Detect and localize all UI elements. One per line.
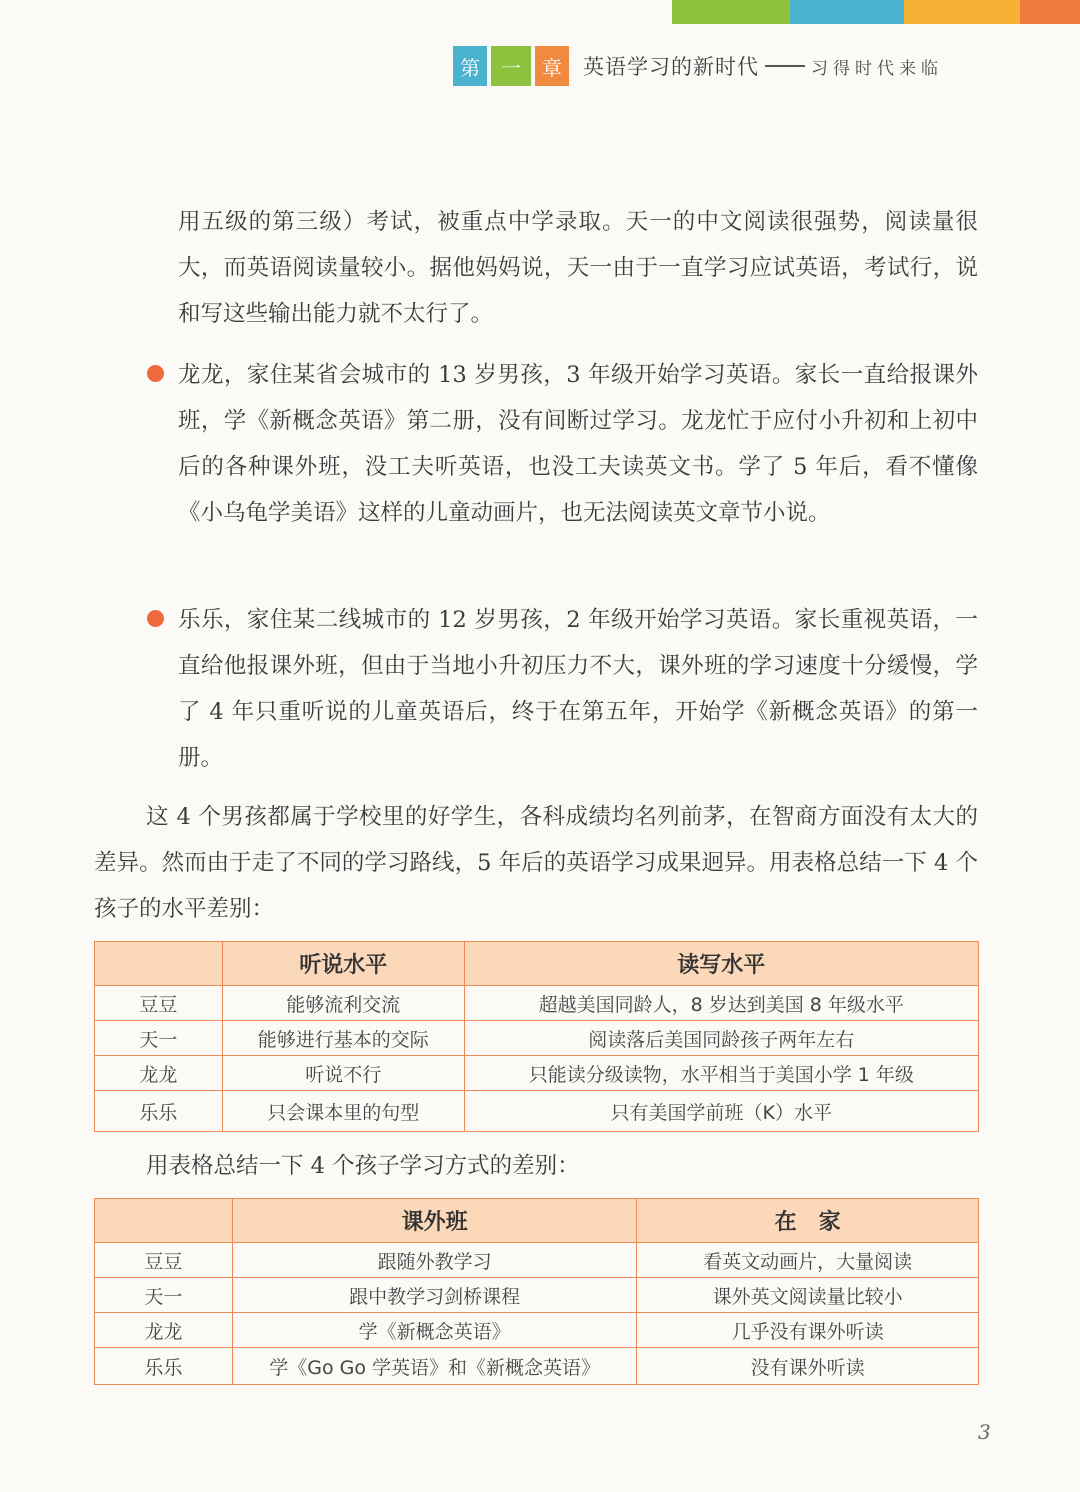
table-cell: 超越美国同龄人，8 岁达到美国 8 年级水平 <box>464 986 978 1021</box>
table-row <box>95 1278 979 1313</box>
table-header-cell: 课外班 <box>232 1199 637 1243</box>
table-header-cell: 在 家 <box>637 1199 979 1243</box>
table-cell: 龙龙 <box>95 1056 223 1091</box>
table-cell: 阅读落后美国同龄孩子两年左右 <box>464 1021 978 1056</box>
table-header-cell: 读写水平 <box>464 942 978 986</box>
table-row <box>95 1243 979 1278</box>
paragraph-table2-intro: 用表格总结一下 4 个孩子学习方式的差别： <box>146 1153 580 1179</box>
table-row <box>95 1021 979 1056</box>
table-cell: 豆豆 <box>95 986 223 1021</box>
table-header-cell <box>95 1199 233 1243</box>
table-cell: 学《Go Go 学英语》和《新概念英语》 <box>232 1348 637 1385</box>
chapter-header <box>453 44 943 88</box>
bullet-lele <box>147 610 164 627</box>
bullet-longlong <box>147 365 164 382</box>
table-header-cell: 听说水平 <box>222 942 464 986</box>
table-cell: 看英文动画片，大量阅读 <box>637 1243 979 1278</box>
table-row <box>95 1056 979 1091</box>
table-cell: 能够流利交流 <box>222 986 464 1021</box>
table-header-row <box>95 1199 979 1243</box>
table-cell: 几乎没有课外听读 <box>637 1313 979 1348</box>
table-cell: 豆豆 <box>95 1243 233 1278</box>
table-cell: 听说不行 <box>222 1056 464 1091</box>
paragraph-lele: 乐乐，家住某二线城市的 12 岁男孩，2 年级开始学习英语。家长重视英语，一直给他报课外班，但由于当地小升初压力不大，课外班的学习速度十分缓慢，学了 4 年只重听说的儿童英语后，终于在第五年，开始学《新概念英语》的第一册。 <box>178 607 978 771</box>
table-cell: 乐乐 <box>95 1091 223 1132</box>
paragraph-summary: 这 4 个男孩都属于学校里的好学生，各科成绩均名列前茅，在智商方面没有太大的差异。然而由于走了不同的学习路线，5 年后的英语学习成果迥异。用表格总结一下 4 个孩子的水平差别： <box>94 804 978 922</box>
chapter-subtitle: 习得时代来临 <box>811 58 943 79</box>
table-cell: 只能读分级读物，水平相当于美国小学 1 年级 <box>464 1056 978 1091</box>
chapter-chip-3: 章 <box>535 46 569 86</box>
table-cell: 天一 <box>95 1278 233 1313</box>
table-row <box>95 1313 979 1348</box>
strip-yellow <box>904 0 1020 24</box>
page-number: 3 <box>978 1420 991 1444</box>
title-dash <box>765 65 805 67</box>
table-row <box>95 1091 979 1132</box>
table-cell: 课外英文阅读量比较小 <box>637 1278 979 1313</box>
paragraph-tianyi-cont: 用五级的第三级）考试，被重点中学录取。天一的中文阅读很强势，阅读量很大，而英语阅读量较小。据他妈妈说，天一由于一直学习应试英语，考试行，说和写这些输出能力就不太行了。 <box>178 209 978 327</box>
chapter-title: 英语学习的新时代 <box>583 55 759 79</box>
table-cell: 龙龙 <box>95 1313 233 1348</box>
table-cell: 只会课本里的句型 <box>222 1091 464 1132</box>
strip-green <box>672 0 790 24</box>
chapter-chip-1: 第 <box>453 46 487 86</box>
table-cell: 跟中教学习剑桥课程 <box>232 1278 637 1313</box>
paragraph-longlong: 龙龙，家住某省会城市的 13 岁男孩，3 年级开始学习英语。家长一直给报课外班，学《新概念英语》第二册，没有间断过学习。龙龙忙于应付小升初和上初中后的各种课外班，没工夫听英语，也没工夫读英文书。学了 5 年后，看不懂像《小乌龟学美语》这样的儿童动画片，也无法阅读英文章节小说。 <box>178 362 978 526</box>
table-cell: 跟随外教学习 <box>232 1243 637 1278</box>
strip-blue <box>790 0 904 24</box>
table-header-cell <box>95 942 223 986</box>
table-row <box>95 986 979 1021</box>
header-color-strip <box>672 0 1080 24</box>
strip-orange <box>1020 0 1080 24</box>
table-cell: 乐乐 <box>95 1348 233 1385</box>
table-cell: 学《新概念英语》 <box>232 1313 637 1348</box>
method-table <box>94 1198 979 1385</box>
chapter-chip-2: 一 <box>491 46 531 86</box>
table-cell: 能够进行基本的交际 <box>222 1021 464 1056</box>
level-table <box>94 941 979 1132</box>
table-cell: 没有课外听读 <box>637 1348 979 1385</box>
table-row <box>95 1348 979 1385</box>
table-header-row <box>95 942 979 986</box>
table-cell: 只有美国学前班（K）水平 <box>464 1091 978 1132</box>
table-cell: 天一 <box>95 1021 223 1056</box>
